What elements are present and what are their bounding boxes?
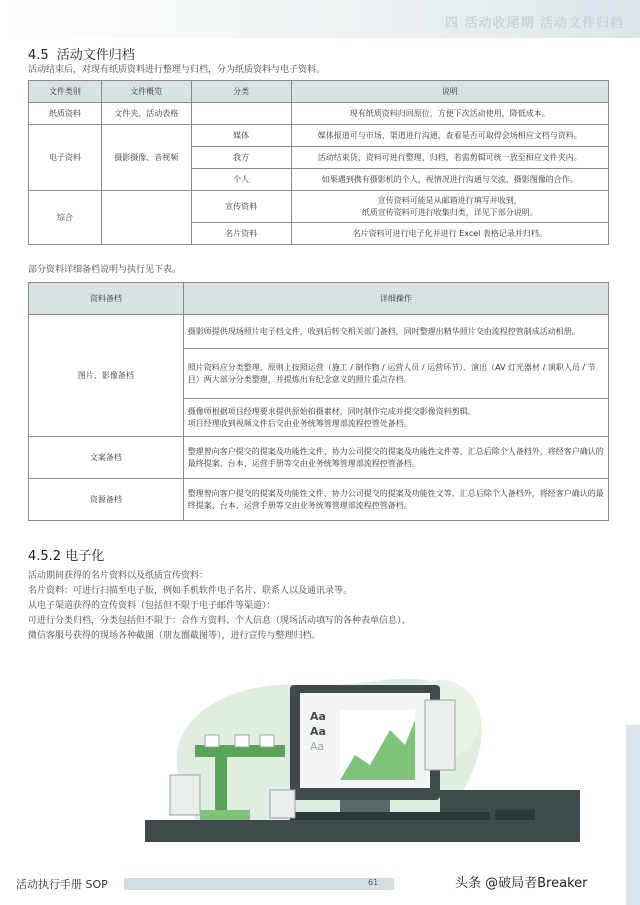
operation-cell: 照片资料应分类整理，原则上按照运营（施工 / 制作物 / 运营人员 / 运营环节）、演出（AV 灯光器材 / 演职人员 / 节目）两大部分分类整理，并提炼出有纪念意义的照片重点存档。 <box>183 349 608 399</box>
column-header: 分类 <box>191 81 291 103</box>
table-intro: 部分资料详细备档说明与执行见下表。 <box>28 265 182 275</box>
table-row <box>29 437 609 479</box>
table-row <box>29 191 609 223</box>
table-row <box>29 125 609 147</box>
table-row <box>29 315 609 349</box>
subsection-title <box>28 545 104 564</box>
desc-line: 宣传资料可能是从邮箱进行填写并收到， <box>377 195 522 205</box>
column-header: 文件类别 <box>29 81 102 103</box>
header-band <box>0 0 640 38</box>
overview-cell: 文件夹、活动表格 <box>101 103 191 125</box>
section-number: 4.5 <box>28 48 49 63</box>
document-box <box>170 775 200 815</box>
type-cell <box>191 103 291 125</box>
subsection-number: 4.5.2 <box>28 549 62 564</box>
category-cell: 综合 <box>29 191 102 245</box>
mouse-pad <box>495 810 535 820</box>
operation-line: 摄像师根据项目经理要求提供原始拍摄素材，同时制作完成并提交影像资料剪辑。 <box>187 406 476 416</box>
desc-cell: 媒体报道可与市场、渠道进行沟通，查看是否可取得会场相应文档与资料。 <box>291 125 608 147</box>
chapter-title: 四 活动收尾期 活动文件归档 <box>444 16 624 31</box>
archive-detail-table <box>28 282 609 521</box>
body-line: 微信客服号获得的现场各种截图（朋友圈截图等），进行宣传与整理归档。 <box>28 631 321 641</box>
column-header: 资料备档 <box>29 283 184 315</box>
column-header: 说明 <box>291 81 608 103</box>
section-title <box>28 44 135 63</box>
body-line: 可进行分类归档，分类包括但不限于：合作方资料、个人信息（现场活动填写的各种表单信息）、 <box>28 616 411 626</box>
type-cell: 名片资料 <box>191 223 291 245</box>
file-archive-table <box>28 80 609 245</box>
operation-cell: 摄影师提供现场照片电子档文件，收到后转交相关部门备档，同时整理出精华照片交由流程控管制成活动相册。 <box>183 315 608 349</box>
keyboard <box>290 812 490 820</box>
paper-stack <box>260 735 274 747</box>
table-header-row <box>29 81 609 103</box>
office-illustration <box>140 660 600 850</box>
watermark: 头条 @破局者Breaker <box>455 876 588 891</box>
table-header-row <box>29 283 609 315</box>
desc-line: 纸质宣传资料可进行收集归类，详见下部分说明。 <box>361 207 538 217</box>
subsection-heading: 电子化 <box>65 549 105 564</box>
body-line: 活动期间获得的名片资料以及纸质宣传资料： <box>28 571 209 581</box>
section-heading: 活动文件归档 <box>56 48 135 63</box>
archive-label-cell: 资源备档 <box>29 479 184 521</box>
desc-cell <box>291 223 608 245</box>
document-box <box>270 790 295 818</box>
category-cell: 电子资料 <box>29 125 102 191</box>
body-line: 名片资料：可进行扫描至电子版，例如手机软件电子名片、联系人以及通讯录等。 <box>28 586 353 596</box>
archive-label-cell: 图片、影像备档 <box>29 315 184 437</box>
subsection-body <box>28 569 411 644</box>
footer-bar <box>124 878 394 890</box>
table-row <box>29 479 609 521</box>
side-panel <box>425 700 455 770</box>
operation-line: 项目经理收到视频文件后交由业务统筹管理部流程控管处备档。 <box>187 418 412 428</box>
type-cell: 我方 <box>191 147 291 169</box>
type-cell: 媒体 <box>191 125 291 147</box>
font-sample-label: Aa <box>310 725 326 738</box>
page-number: 61 <box>368 878 379 887</box>
archive-label-cell: 文案备档 <box>29 437 184 479</box>
column-header: 详细操作 <box>183 283 608 315</box>
type-cell: 个人 <box>191 169 291 191</box>
desc-line: 名片资料可进行电子化并进行 Excel 表格记录并归档。 <box>352 228 547 238</box>
font-sample-label: Aa <box>310 710 326 723</box>
paper-stack <box>235 735 249 747</box>
footer-label: 活动执行手册 SOP <box>16 878 108 891</box>
overview-cell: 摄影摄像、音视频 <box>101 125 191 191</box>
desc-cell: 活动结束货，资料可进行整理、归档，若需剪辑可统一放至相应文件夹内。 <box>291 147 608 169</box>
table-row <box>29 103 609 125</box>
type-cell: 宣传资料 <box>191 191 291 223</box>
operation-cell: 整理曾向客户提交的提案及功能性文件、协力公司提交的提案及功能性文等，汇总后除个人备档外，将经客户确认的最终提案、台本、运营手册等交由业务统筹管理部流程控管备档。 <box>183 479 608 521</box>
desc-cell: 如果遇到携有摄影机的个人，视情况进行沟通与交流、摄影图像的合作。 <box>291 169 608 191</box>
overview-cell <box>101 191 191 245</box>
paper-stack <box>205 735 219 747</box>
desc-cell: 现有纸质资料归回原位，方便下次活动使用，降低成本。 <box>291 103 608 125</box>
operation-cell <box>183 399 608 437</box>
category-cell: 纸质资料 <box>29 103 102 125</box>
font-sample-label: Aa <box>310 740 325 753</box>
side-accent-bar <box>626 725 640 905</box>
body-line: 从电子渠道获得的宣传资料（包括但不限于电子邮件等渠道）： <box>28 601 276 611</box>
section-intro: 活动结束后，对现有纸质资料进行整理与归档，分为纸质资料与电子资料。 <box>28 65 326 75</box>
desc-cell <box>291 191 608 223</box>
robot-base <box>200 810 250 820</box>
operation-cell: 整理曾向客户提交的提案及功能性文件、协力公司提交的提案及功能性文件等，汇总后除个人备档外，将经客户确认的最终提案、台本、运营手册等交由业务统筹管理部流程控管备档。 <box>183 437 608 479</box>
column-header: 文件概览 <box>101 81 191 103</box>
